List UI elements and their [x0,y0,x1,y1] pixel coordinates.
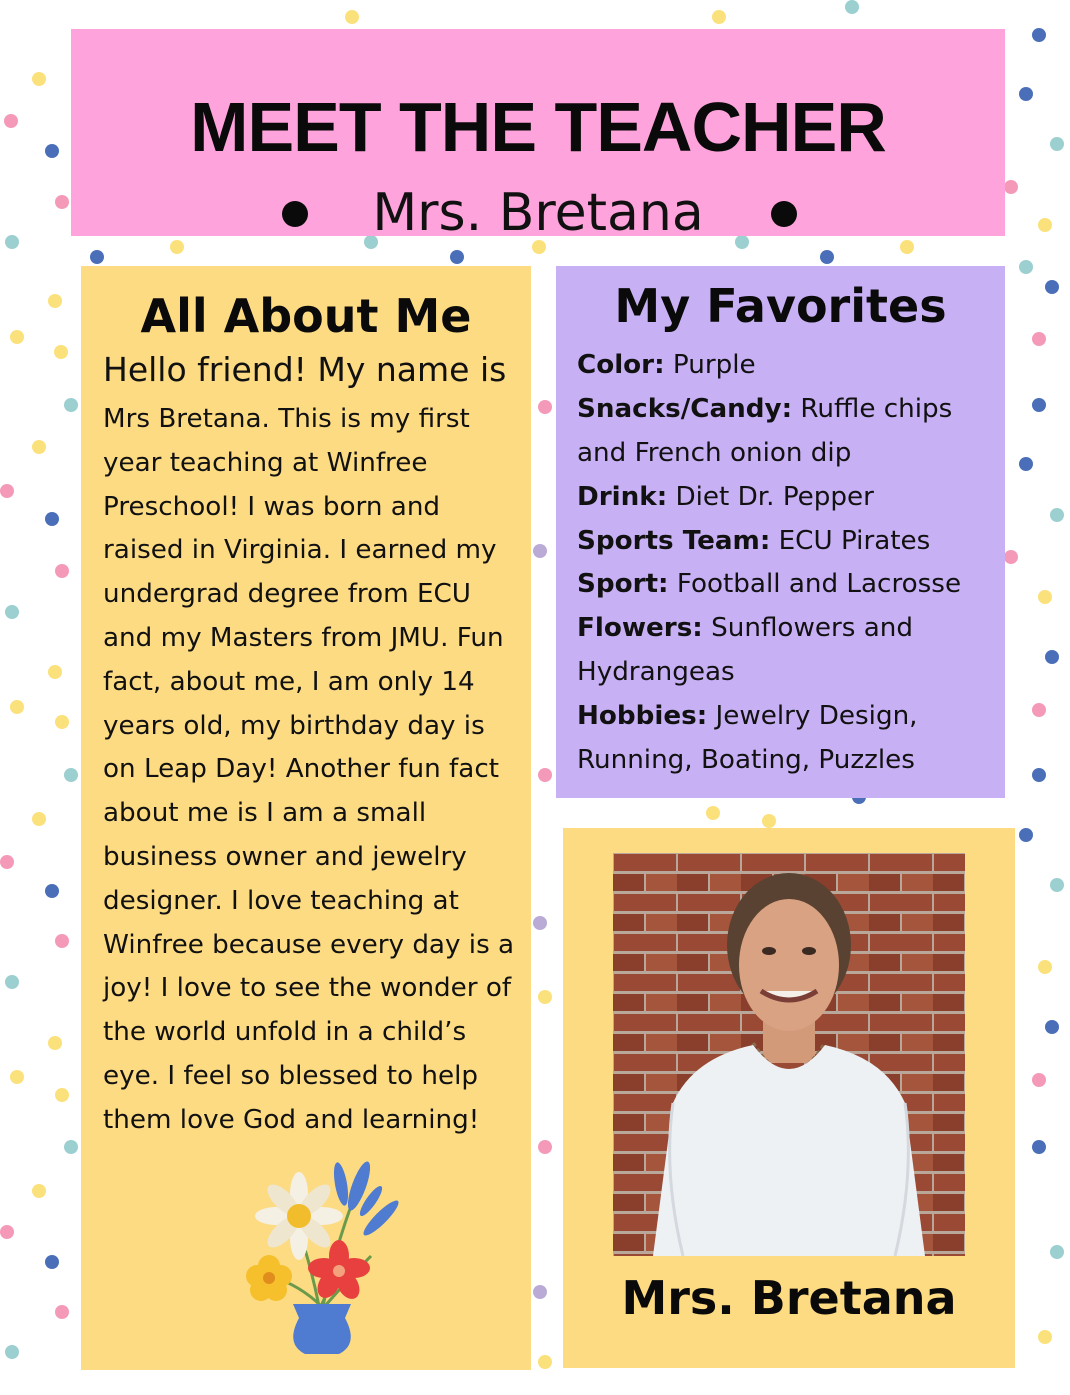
about-line: undergrad degree from ECU [103,579,471,610]
polka-dot [1032,28,1046,42]
polka-dot [32,440,46,454]
about-line: designer. I love teaching at [103,885,459,916]
header-banner [71,29,1005,243]
polka-dot [1045,650,1059,664]
polka-dot [0,1225,14,1239]
teacher-name-row [71,181,1005,245]
favorite-label: Flowers: [577,613,703,644]
polka-dot [1004,550,1018,564]
favorites-list [577,344,997,783]
polka-dot [5,235,19,249]
favorite-label: Hobbies: [577,701,708,732]
about-line: business owner and jewelry [103,841,467,872]
teacher-photo-card [563,828,1015,1368]
about-line: raised in Virginia. I earned my [103,535,497,566]
polka-dot [64,768,78,782]
polka-dot [10,330,24,344]
polka-dot [32,72,46,86]
teacher-portrait-image [613,853,965,1256]
polka-dot [55,1088,69,1102]
polka-dot [820,250,834,264]
polka-dot [45,1255,59,1269]
about-line: years old, my birthday day is [103,710,485,741]
polka-dot [1050,508,1064,522]
polka-dot [0,484,14,498]
polka-dot [1038,590,1052,604]
polka-dot [706,806,720,820]
about-line: fact, about me, I am only 14 [103,666,475,697]
favorite-value: Hydrangeas [577,657,735,688]
favorite-item-snacks [577,388,997,432]
about-line: on Leap Day! Another fun fact [103,754,499,785]
bullet-icon [771,201,797,227]
teacher-photo [613,853,965,1256]
polka-dot [64,1140,78,1154]
favorite-item-flowers-cont [577,651,997,695]
favorite-label: Color: [577,350,665,380]
polka-dot [64,398,78,412]
polka-dot [55,1305,69,1319]
polka-dot [538,990,552,1004]
about-line: Preschool! I was born and [103,491,441,522]
flower-vase-icon [241,1146,401,1356]
polka-dot [1032,1140,1046,1154]
polka-dot [10,1070,24,1084]
about-me-heading: All About Me [140,289,472,343]
polka-dot [533,544,547,558]
favorite-item-hobbies [577,695,997,739]
favorite-value: Football and Lacrosse [668,569,962,600]
polka-dot [538,1140,552,1154]
polka-dot [538,400,552,414]
polka-dot [45,512,59,526]
polka-dot [762,814,776,828]
my-favorites-heading: My Favorites [614,279,947,333]
polka-dot [1019,828,1033,842]
polka-dot [712,10,726,24]
about-line: eye. I feel so blessed to help [103,1060,479,1091]
about-me-panel [81,266,531,1370]
favorite-value: Ruffle chips [792,393,953,424]
favorite-item-drink [577,476,997,520]
polka-dot [45,144,59,158]
favorite-item-hobbies-cont [577,739,997,783]
polka-dot [10,700,24,714]
polka-dot [5,605,19,619]
about-line: about me is I am a small [103,798,427,829]
favorite-label: Snacks/Candy: [577,393,793,424]
polka-dot [1019,260,1033,274]
polka-dot [1019,457,1033,471]
about-line: joy! I love to see the wonder of [103,973,512,1004]
polka-dot [538,768,552,782]
polka-dot [45,884,59,898]
favorite-label: Sport: [577,569,669,600]
about-me-text [103,398,523,1143]
favorite-value: Jewelry Design, [707,701,918,732]
polka-dot [48,294,62,308]
polka-dot [1019,87,1033,101]
page-title: MEET THE TEACHER [190,88,886,166]
polka-dot [1038,960,1052,974]
polka-dot [533,916,547,930]
favorite-label: Sports Team: [577,525,771,556]
polka-dot [32,812,46,826]
about-me-greeting: Hello friend! My name is [103,350,507,389]
favorite-value: Diet Dr. Pepper [667,481,874,512]
polka-dot [90,250,104,264]
about-line: Winfree because every day is a [103,929,515,960]
teacher-name: Mrs. Bretana [372,183,704,243]
polka-dot [5,1345,19,1359]
polka-dot [55,195,69,209]
polka-dot [1050,137,1064,151]
about-line: and my Masters from JMU. Fun [103,622,504,653]
polka-dot [4,114,18,128]
polka-dot [845,0,859,14]
favorite-item-flowers [577,607,997,651]
polka-dot [1032,332,1046,346]
favorite-value: Sunflowers and [702,613,913,644]
favorite-label: Drink: [577,481,668,512]
photo-caption: Mrs. Bretana [621,1271,957,1325]
favorite-item-snacks-cont [577,432,997,476]
polka-dot [1032,768,1046,782]
polka-dot [1032,398,1046,412]
favorite-value: ECU Pirates [770,525,931,556]
about-line: Mrs Bretana. This is my first [103,404,470,434]
polka-dot [32,1184,46,1198]
polka-dot [1045,1020,1059,1034]
polka-dot [1038,1330,1052,1344]
polka-dot [1050,1245,1064,1259]
polka-dot [1032,703,1046,717]
polka-dot [1038,218,1052,232]
my-favorites-panel [556,266,1005,798]
polka-dot [1050,878,1064,892]
polka-dot [1032,1073,1046,1087]
polka-dot [345,10,359,24]
polka-dot [5,975,19,989]
polka-dot [54,345,68,359]
favorite-item-color [577,344,997,388]
polka-dot [533,1285,547,1299]
polka-dot [48,665,62,679]
polka-dot [55,934,69,948]
favorite-value: Purple [664,350,756,380]
polka-dot [48,1036,62,1050]
favorite-item-sports-team [577,520,997,564]
polka-dot [55,564,69,578]
about-line: them love God and learning! [103,1104,480,1135]
polka-dot [538,1355,552,1369]
about-line: year teaching at Winfree [103,447,428,478]
polka-dot [1045,280,1059,294]
favorite-value: and French onion dip [577,437,852,468]
polka-dot [0,855,14,869]
about-line: the world unfold in a child’s [103,1017,467,1048]
polka-dot [55,715,69,729]
favorite-value: Running, Boating, Puzzles [577,745,915,776]
polka-dot [450,250,464,264]
favorite-item-sport [577,563,997,607]
polka-dot [1004,180,1018,194]
